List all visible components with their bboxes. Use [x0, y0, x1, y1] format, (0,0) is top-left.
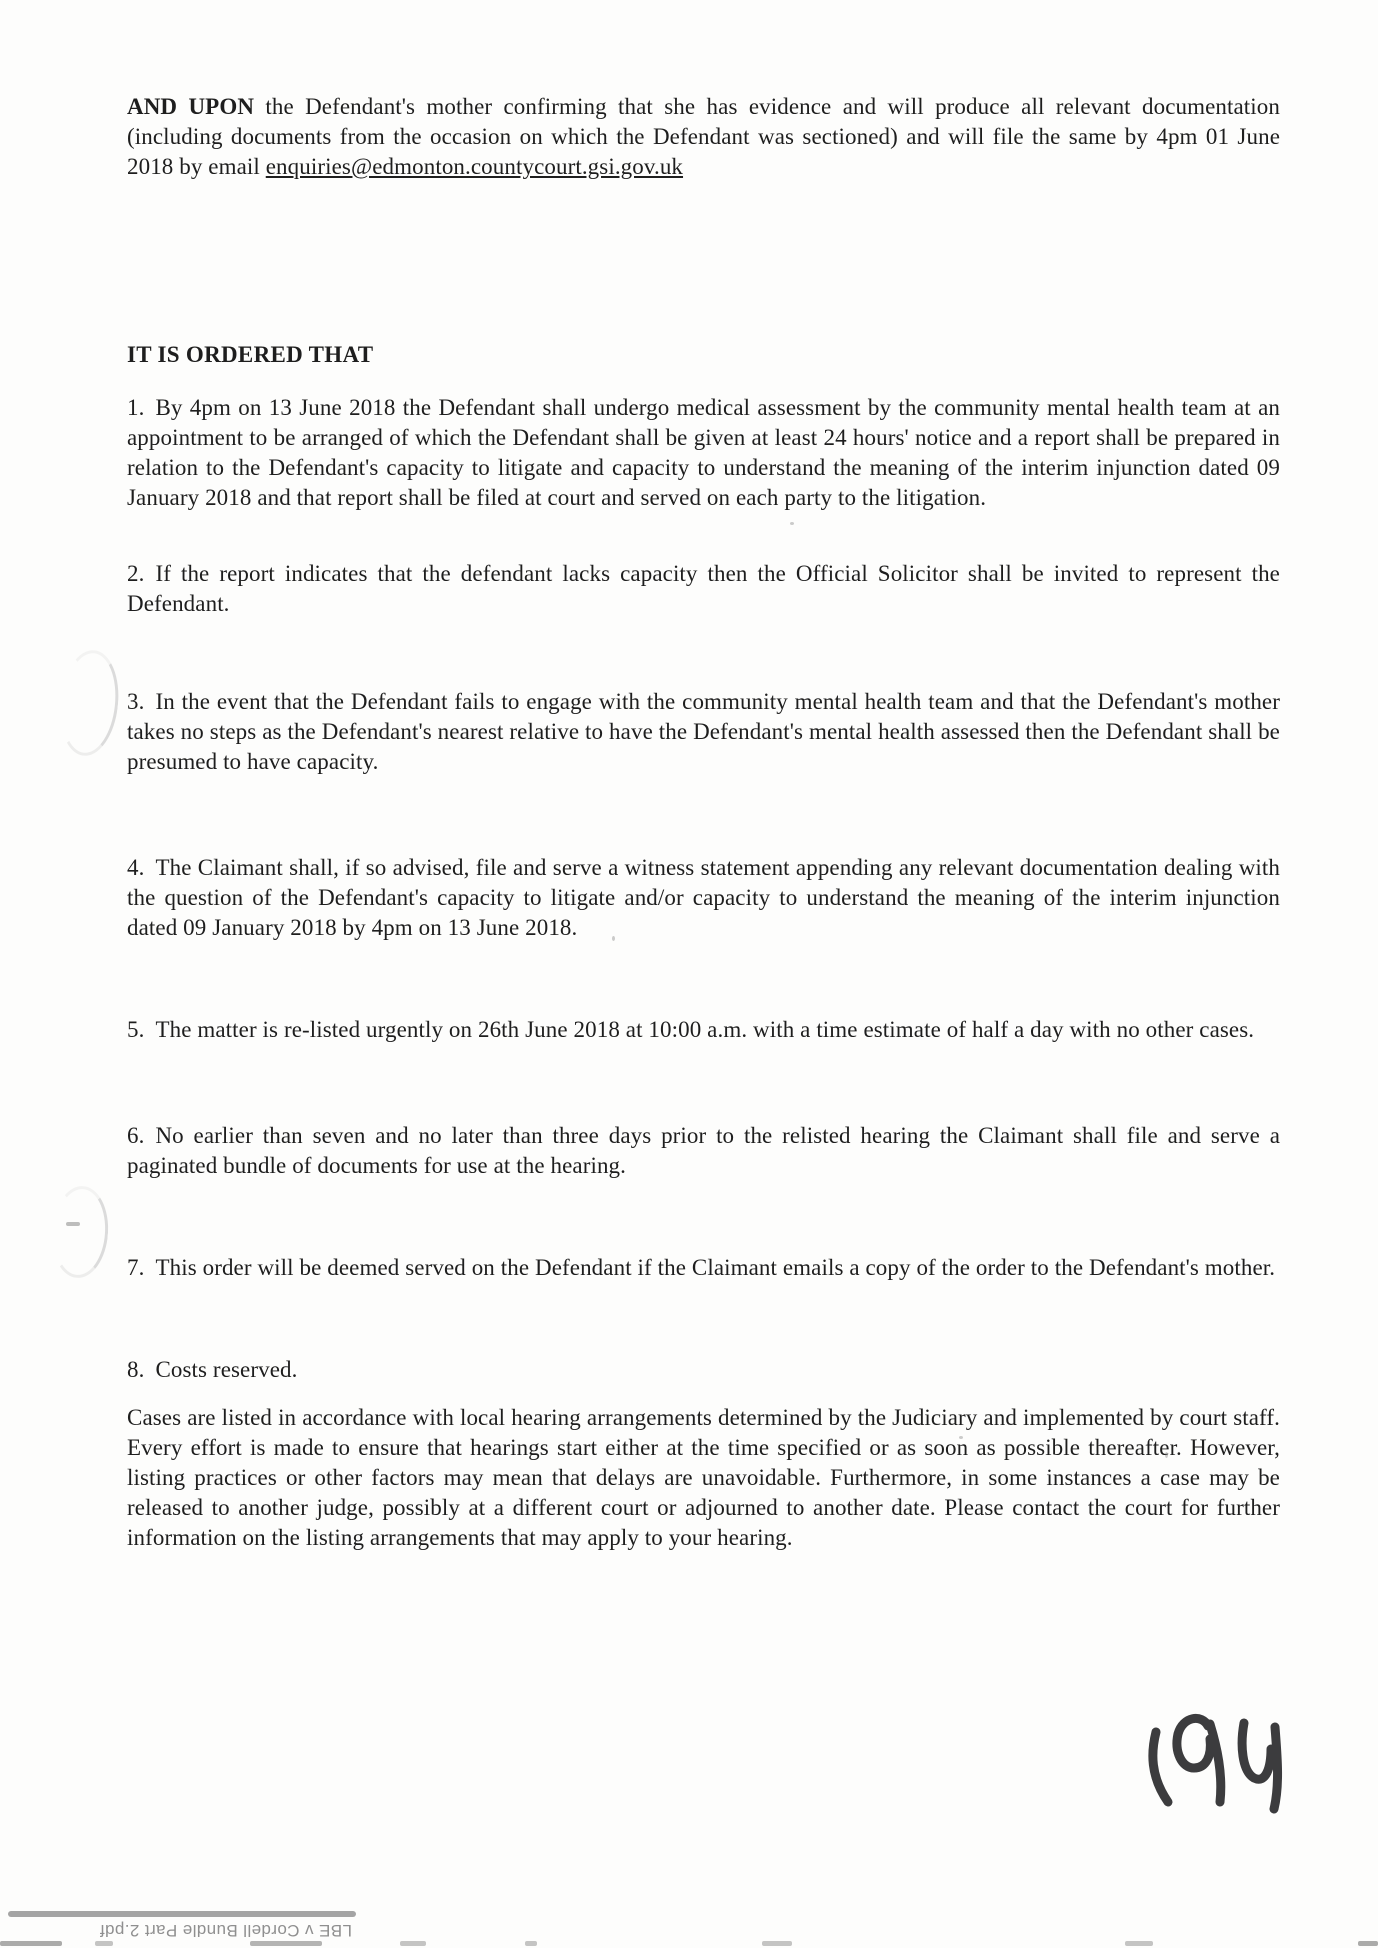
order-item-3 — [127, 687, 1280, 777]
order-text-8: Costs reserved. — [155, 1357, 298, 1382]
order-item-8 — [127, 1355, 1280, 1385]
scan-artifact-arc — [49, 1184, 111, 1280]
scan-edge-smudge — [400, 1941, 426, 1946]
order-heading: IT IS ORDERED THAT — [127, 342, 374, 367]
order-text-6: No earlier than seven and no later than three days prior to the relisted hearing the Claimant shall file and serve a paginated bundle of documents for use at the hearing. — [127, 1123, 1280, 1178]
order-number-4: 4. — [127, 855, 145, 880]
order-item-1 — [127, 393, 1280, 513]
order-text-5: The matter is re-listed urgently on 26th June 2018 at 10:00 a.m. with a time estimate of half a day with no other cases. — [155, 1017, 1255, 1042]
scan-edge-smudge — [525, 1941, 537, 1946]
scan-edge-smudge — [95, 1941, 113, 1946]
order-number-1: 1. — [127, 395, 145, 420]
preamble-paragraph — [127, 92, 1280, 182]
order-text-3: In the event that the Defendant fails to engage with the community mental health team and that the Defendant's mother takes no steps as the Defendant's nearest relative to have the Defendant's mental health assessed then the Defendant shall be presumed to have capacity. — [127, 689, 1280, 774]
handwritten-194-strokes — [1130, 1712, 1300, 1832]
order-number-8: 8. — [127, 1357, 145, 1382]
scan-artifact-dash — [66, 1222, 80, 1226]
scan-speck — [790, 522, 794, 525]
order-text-4: The Claimant shall, if so advised, file and serve a witness statement appending any relevant documentation dealing with the question of the Defendant's capacity to litigate and/or capacity to understand the meaning of the interim injunction dated 09 January 2018 by 4pm on 13 June 2018. — [127, 855, 1280, 940]
scan-edge-smudge — [762, 1941, 792, 1946]
preamble-text: the Defendant's mother confirming that she has evidence and will produce all relevant documentation (including documents from the occasion on which the Defendant was sectioned) and will file the same by 4pm 01 June 2018 by email — [127, 94, 1280, 179]
order-item-6 — [127, 1121, 1280, 1181]
order-number-5: 5. — [127, 1017, 145, 1042]
document-body — [127, 92, 1280, 1553]
scan-speck — [1165, 1452, 1168, 1458]
scan-speck — [612, 936, 615, 941]
court-email-text: enquiries@edmonton.countycourt.gsi.gov.uk — [265, 154, 684, 179]
scan-edge-smudge — [0, 1941, 62, 1946]
order-text-1: By 4pm on 13 June 2018 the Defendant shall undergo medical assessment by the community mental health team at an appointment to be arranged of which the Defendant shall be given at least 24 hours' notice and a report shall be prepared in relation to the Defendant's capacity to litigate and capacity to understand the meaning of the interim injunction dated 09 January 2018 and that report shall be filed at court and served on each party to the litigation. — [127, 395, 1280, 510]
order-item-7 — [127, 1253, 1280, 1283]
footer-filename-upside-down: LBE v Cordell Bundle Part 2.pdf — [99, 1921, 352, 1940]
footer-divider-line — [8, 1911, 356, 1917]
scan-speck — [959, 1436, 963, 1439]
preamble-bold-lead: AND UPON — [127, 94, 255, 119]
scan-edge-smudge — [250, 1941, 322, 1946]
order-number-6: 6. — [127, 1123, 145, 1148]
order-number-7: 7. — [127, 1255, 145, 1280]
order-number-2: 2. — [127, 561, 145, 586]
scan-artifact-arc — [55, 647, 124, 758]
scan-edge-smudge — [1358, 1941, 1378, 1946]
order-text-2: If the report indicates that the defendant lacks capacity then the Official Solicitor shall be invited to represent the Defendant. — [127, 561, 1280, 616]
listing-arrangements-note: Cases are listed in accordance with local hearing arrangements determined by the Judiciary and implemented by court staff. Every effort is made to ensure that hearings start either at the time specified or as soon as possible thereafter. However, listing practices or other factors may mean that delays are unavoidable. Furthermore, in some instances a case may be released to another judge, possibly at a different court or adjourned to another date. Please contact the court for further information on the listing arrangements that may apply to your hearing. — [127, 1405, 1280, 1550]
order-number-3: 3. — [127, 689, 145, 714]
handwritten-page-number — [1130, 1712, 1300, 1832]
order-text-7: This order will be deemed served on the Defendant if the Claimant emails a copy of the order to the Defendant's mother. — [155, 1255, 1276, 1280]
scan-edge-smudge — [1125, 1941, 1153, 1946]
order-item-5 — [127, 1015, 1280, 1045]
order-item-4 — [127, 853, 1280, 943]
order-item-2 — [127, 559, 1280, 619]
